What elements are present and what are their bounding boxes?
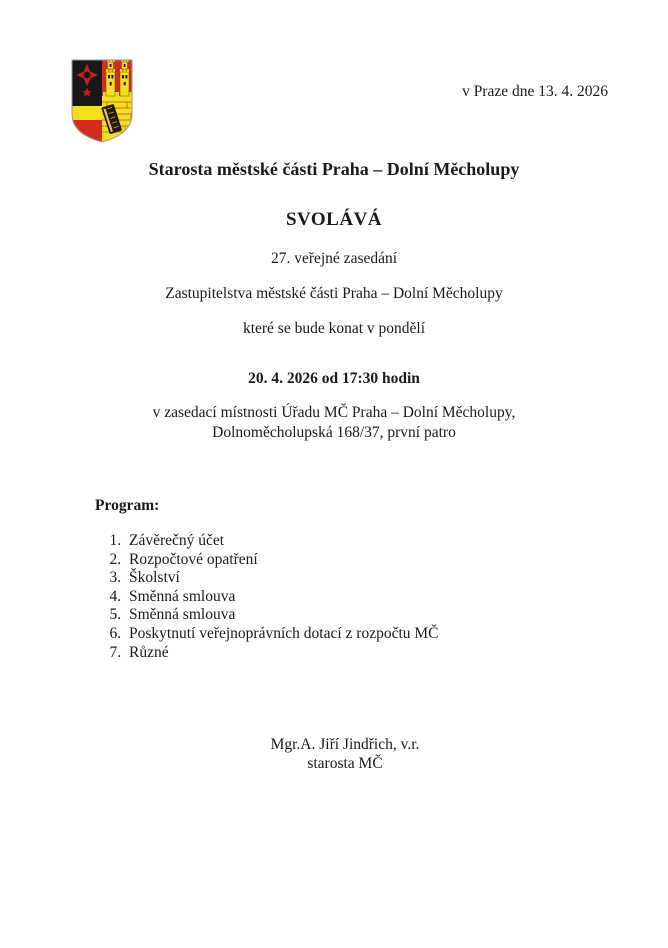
program-item: 7. Různé bbox=[125, 644, 439, 663]
session-body-line: Zastupitelstva městské části Praha – Dolní Měcholupy bbox=[165, 285, 503, 302]
signature-name: Mgr.A. Jiří Jindřich, v.r. bbox=[270, 736, 420, 753]
session-day-line: které se bude konat v pondělí bbox=[242, 320, 426, 337]
program-item: 6. Poskytnutí veřejnoprávních dotací z rozpočtu MČ bbox=[125, 625, 439, 644]
session-number-line: 27. veřejné zasedání bbox=[270, 250, 398, 267]
program-item: 1. Závěrečný účet bbox=[125, 532, 439, 551]
meeting-datetime: 20. 4. 2026 od 17:30 hodin bbox=[248, 370, 420, 387]
signature-block bbox=[0, 736, 668, 773]
convenes-heading: SVOLÁVÁ bbox=[285, 209, 383, 230]
program-item: 3. Školství bbox=[125, 569, 439, 588]
program-label: Program: bbox=[95, 497, 160, 514]
coat-of-arms-icon bbox=[70, 57, 134, 145]
program-item: 5. Směnná smlouva bbox=[125, 606, 439, 625]
program-item: 4. Směnná smlouva bbox=[125, 588, 439, 607]
dateline: v Praze dne 13. 4. 2026 bbox=[462, 83, 608, 100]
program-list bbox=[95, 532, 439, 662]
meeting-location-line1: v zasedací místnosti Úřadu MČ Praha – Dolní Měcholupy, bbox=[152, 404, 516, 421]
signature-role: starosta MČ bbox=[307, 754, 383, 772]
document-title: Starosta městské části Praha – Dolní Měcholupy bbox=[148, 159, 520, 179]
meeting-location-line2: Dolnoměcholupská 168/37, první patro bbox=[212, 424, 456, 441]
program-item: 2. Rozpočtové opatření bbox=[125, 551, 439, 570]
